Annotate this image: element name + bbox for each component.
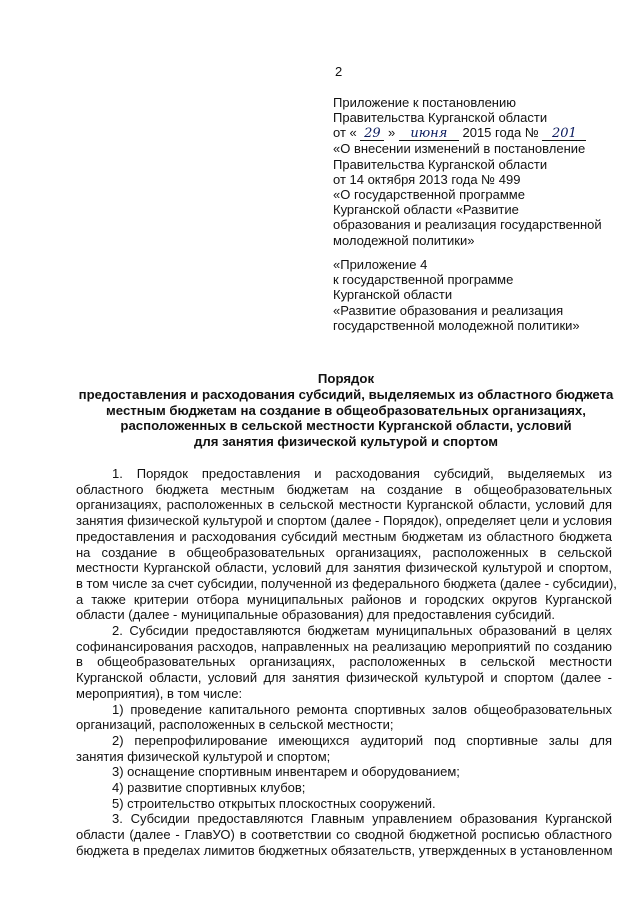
body-line: 3. Субсидии предоставляются Главным управлением образования Курганской	[112, 811, 612, 827]
list-item-line: организаций, расположенных в сельской местности;	[76, 717, 394, 733]
list-item-line: 5) строительство открытых плоскостных сооружений.	[112, 795, 436, 811]
body-line: мероприятия), в том числе:	[76, 685, 243, 701]
body-line: области (далее - ГлавУО) в соответствии со сводной бюджетной росписью областного	[76, 827, 612, 843]
list-item-line: 2) перепрофилирование имеющихся аудиторий под спортивные залы для	[112, 732, 612, 748]
list-item-line: 4) развитие спортивных клубов;	[112, 780, 306, 796]
body-line: занятия физической культурой и спортом (далее - Порядок), определяет цели и условия	[76, 513, 613, 529]
handwritten-day: 29	[360, 127, 384, 141]
appendix4-line: «Приложение 4	[333, 257, 428, 272]
document-title	[76, 371, 616, 450]
document-body	[76, 466, 617, 859]
body-line: а также критерии отбора муниципальных районов и городских округов Курганской	[76, 591, 612, 607]
appendix4-line: государственной молодежной политики»	[333, 317, 580, 333]
handwritten-month: июня	[399, 127, 459, 141]
appendix4-line: к государственной программе	[333, 272, 514, 288]
appendix-header	[333, 95, 633, 248]
appendix-line: «О государственной программе	[333, 187, 525, 203]
list-item-line: 3) оснащение спортивным инвентарем и оборудованием;	[112, 764, 460, 780]
appendix-line: «О внесении изменений в постановление	[333, 141, 586, 157]
title-line: предоставления и расходования субсидий, выделяемых из областного бюджета	[78, 386, 614, 402]
title-line: местным бюджетам на создание в общеобразовательных организациях,	[106, 402, 586, 418]
appendix-line: образования и реализация государственной	[333, 217, 602, 233]
title-line: расположенных в сельской местности Курганской области, условий	[120, 418, 572, 434]
appendix-line: Приложение к постановлению	[333, 95, 516, 110]
title-line: для занятия физической культурой и спортом	[194, 434, 498, 450]
appendix-line: молодежной политики»	[333, 232, 475, 248]
body-line: организациях, расположенных в сельской местности Курганской области, условий для	[76, 497, 612, 513]
appendix-line: Правительства Курганской области	[333, 156, 548, 172]
date-year: 2015 года №	[462, 125, 539, 141]
appendix-line: Правительства Курганской области	[333, 110, 548, 126]
body-line: местности Курганской области, условий для занятия физической культурой и спортом,	[76, 560, 612, 576]
appendix-line: от 14 октября 2013 года № 499	[333, 171, 521, 187]
body-line: бюджета в пределах лимитов бюджетных обязательств, утвержденных в установленном	[76, 842, 613, 858]
title-line: Порядок	[317, 371, 375, 386]
body-line: софинансирования расходов, направленных на реализацию мероприятий по созданию	[76, 638, 612, 654]
body-line: 2. Субсидии предоставляются бюджетам муниципальных образований в целях	[112, 623, 612, 639]
body-line: 1. Порядок предоставления и расходования субсидий, выделяемых из	[112, 466, 612, 481]
body-line: предоставления и расходования субсидий местным бюджетам из областного бюджета	[76, 528, 612, 544]
handwritten-doc-number: 201	[542, 127, 586, 141]
date-mid: »	[388, 125, 396, 141]
appendix4-line: Курганской области	[333, 287, 453, 303]
appendix-line: Курганской области «Развитие	[333, 202, 519, 218]
list-item-line: 1) проведение капитального ремонта спортивных залов общеобразовательных	[112, 701, 612, 717]
body-line: Курганской области, условий для занятия физической культурой и спортом (далее -	[76, 670, 612, 686]
date-prefix: от «	[333, 125, 357, 141]
body-line: области (далее - муниципальные образования) для предоставления субсидий.	[76, 607, 555, 623]
list-item-line: занятия физической культурой и спортом;	[76, 748, 331, 764]
appendix-4-header	[333, 257, 633, 333]
appendix-date-line	[333, 125, 633, 141]
page-number: 2	[335, 64, 343, 79]
body-line: в том числе за счет субсидии, полученной из федерального бюджета (далее - субсидии),	[76, 575, 617, 591]
body-line: областного бюджета местным бюджетам на создание в общеобразовательных	[76, 481, 612, 497]
body-line: на создание в общеобразовательных организациях, расположенных в сельской	[76, 544, 612, 560]
appendix4-line: «Развитие образования и реализация	[333, 302, 564, 318]
body-line: в общеобразовательных организациях, расположенных в сельской местности	[76, 654, 612, 670]
